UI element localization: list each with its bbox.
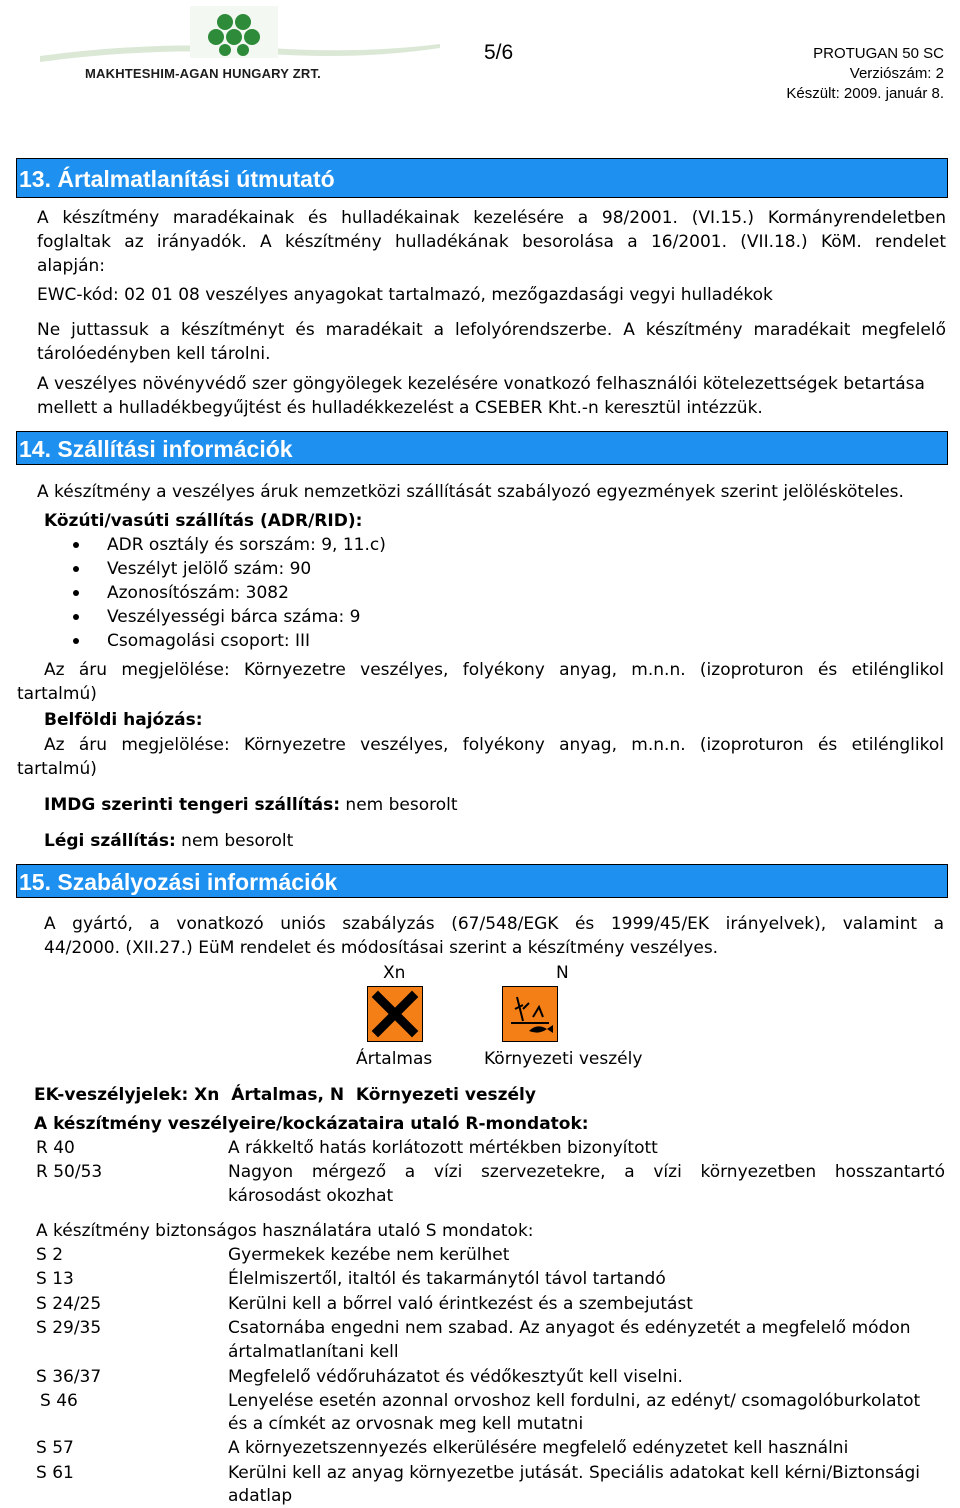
s-phrase-code: S 61 [36, 1463, 74, 1483]
s-phrase-code: S 29/35 [36, 1318, 102, 1338]
bullet-item: Veszélyességi bárca száma: 9 [107, 607, 361, 627]
r-phrase-text: A rákkeltő hatás korlátozott mértékben bizonyított [228, 1138, 658, 1158]
imdg-line [44, 794, 458, 816]
s-phrase-text: A környezetszennyezés elkerülésére megfelelő edényzetet kell használni [228, 1438, 849, 1458]
s13-paragraph-1-line-1: A készítmény maradékainak és hulladékainak kezelésére a 98/2001. (VI.15.) Kormányrendeletben [37, 208, 946, 228]
s-phrase-code: S 2 [36, 1245, 64, 1265]
s-phrase-code: S 13 [36, 1269, 74, 1289]
s-phrase-text: Gyermekek kezébe nem kerülhet [228, 1245, 510, 1265]
company-logo [40, 4, 440, 66]
s-phrase-code: S 36/37 [36, 1367, 102, 1387]
s13-paragraph-1-line-2: foglaltak az irányadók. A készítmény hulladékának besorolása a 16/2001. (VII.18.) KöM. rendelet [37, 232, 946, 252]
symbol-xn-code: Xn [383, 963, 406, 983]
s-phrase-text-line-2: adatlap [228, 1486, 293, 1506]
bullet-dot [73, 566, 79, 572]
bullet-item: Csomagolási csoport: III [107, 631, 311, 651]
s13-paragraph-2-line-1: Ne juttassuk a készítményt és maradékait a lefolyórendszerbe. A készítmény maradékait megfelelő [37, 320, 946, 340]
s-phrase-text-line-2: ártalmatlanítani kell [228, 1342, 399, 1362]
company-name: MAKHTESHIM-AGAN HUNGARY ZRT. [85, 66, 321, 81]
ewc-code: EWC-kód: 02 01 08 veszélyes anyagokat tartalmazó, mezőgazdasági vegyi hulladékok [37, 285, 773, 305]
bullet-dot [73, 614, 79, 620]
section-14-title: 14. Szállítási információk [16, 431, 948, 465]
inland-navigation-heading: Belföldi hajózás: [44, 710, 203, 730]
s-phrase-text-line-2: és a címkét az orvosnak meg kell mutatni [228, 1414, 584, 1434]
bullet-item: ADR osztály és sorszám: 9, 11.c) [107, 535, 386, 555]
s13-paragraph-2-line-2: tárolóedényben kell tárolni. [37, 344, 271, 364]
s15-paragraph-line-2: 44/2000. (XII.27.) EüM rendelet és módosításai szerint a készítmény veszélyes. [44, 938, 719, 958]
goods-marking-line-2: tartalmú) [17, 684, 97, 704]
s-phrases-heading: A készítmény biztonságos használatára utaló S mondatok: [36, 1221, 534, 1241]
s13-paragraph-3-line-1: A veszélyes növényvédő szer göngyölegek kezelésére vonatkozó felhasználói kötelezettségek betartása [37, 374, 925, 394]
s-phrase-text: Megfelelő védőruházatot és védőkesztyűt kell viselni. [228, 1367, 683, 1387]
air-transport-value: nem besorolt [175, 831, 294, 851]
section-15-title: 15. Szabályozási információk [16, 864, 948, 898]
s-phrase-text: Élelmiszertől, italtól és takarmánytól távol tartandó [228, 1269, 666, 1289]
clover-leaf-logo-icon [40, 4, 440, 66]
bullet-dot [73, 542, 79, 548]
road-transport-heading: Közúti/vasúti szállítás (ADR/RID): [44, 511, 363, 531]
s15-paragraph-line-1: A gyártó, a vonatkozó uniós szabályzás (67/548/EGK és 1999/45/EK irányelvek), valamint a [44, 914, 944, 934]
symbol-n-caption: Környezeti veszély [484, 1049, 643, 1069]
symbol-n-code: N [556, 963, 569, 983]
product-name: PROTUGAN 50 SC [813, 45, 944, 62]
bullet-item: Azonosítószám: 3082 [107, 583, 289, 603]
s-phrase-code: S 24/25 [36, 1294, 102, 1314]
bullet-dot [73, 638, 79, 644]
s-phrase-text-line-1: Kerülni kell az anyag környezetbe jutását. Speciális adatokat kell kérni/Biztonsági [228, 1463, 921, 1483]
r-phrase-code: R 50/53 [36, 1162, 103, 1182]
inland-marking-line-2: tartalmú) [17, 759, 97, 779]
imdg-value: nem besorolt [340, 795, 458, 815]
page-number: 5/6 [484, 41, 514, 64]
r-phrase-text-line-1: Nagyon mérgező a vízi szervezetekre, a vízi környezetben hosszantartó [228, 1162, 945, 1182]
symbol-xn-caption: Ártalmas [356, 1049, 433, 1069]
inland-marking-line-1: Az áru megjelölése: Környezetre veszélyes, folyékony anyag, m.n.n. (izoproturon és etilénglikol [44, 735, 944, 755]
s-phrase-text-line-1: Lenyelése esetén azonnal orvoshoz kell fordulni, az edényt/ csomagolóburkolatot [228, 1391, 921, 1411]
r-phrase-code: R 40 [36, 1138, 75, 1158]
r-phrase-text-line-2: károsodást okozhat [228, 1186, 394, 1206]
s-phrase-code: S 46 [40, 1391, 78, 1411]
created-date: Készült: 2009. január 8. [786, 85, 944, 102]
harmful-x-icon [367, 986, 423, 1042]
s13-paragraph-1-line-3: alapján: [37, 256, 105, 276]
air-transport-line [44, 830, 293, 852]
version-number: Verziószám: 2 [849, 65, 944, 82]
goods-marking-line-1: Az áru megjelölése: Környezetre veszélyes, folyékony anyag, m.n.n. (izoproturon és etilénglikol [44, 660, 944, 680]
s-phrase-code: S 57 [36, 1438, 74, 1458]
s-phrase-text-line-1: Csatornába engedni nem szabad. Az anyagot és edényzetét a megfelelő módon [228, 1318, 911, 1338]
r-phrases-heading: A készítmény veszélyeire/kockázataira utaló R-mondatok: [34, 1114, 589, 1134]
imdg-label: IMDG szerinti tengeri szállítás: [44, 795, 341, 815]
bullet-item: Veszélyt jelölő szám: 90 [107, 559, 312, 579]
section-13-title: 13. Ártalmatlanítási útmutató [16, 158, 948, 198]
air-transport-label: Légi szállítás: [44, 831, 176, 851]
s14-intro: A készítmény a veszélyes áruk nemzetközi szállítását szabályozó egyezmények szerint jelölésköteles. [37, 482, 904, 502]
bullet-dot [73, 590, 79, 596]
environment-hazard-icon [502, 986, 558, 1042]
ek-hazard-symbols: EK-veszélyjelek: Xn Ártalmas, N Környezeti veszély [34, 1085, 536, 1105]
s-phrase-text: Kerülni kell a bőrrel való érintkezést és a szembejutást [228, 1294, 693, 1314]
s13-paragraph-3-line-2: mellett a hulladékbegyűjtést és hulladékkezelést a CSEBER Kht.-n keresztül intézzük. [37, 398, 763, 418]
